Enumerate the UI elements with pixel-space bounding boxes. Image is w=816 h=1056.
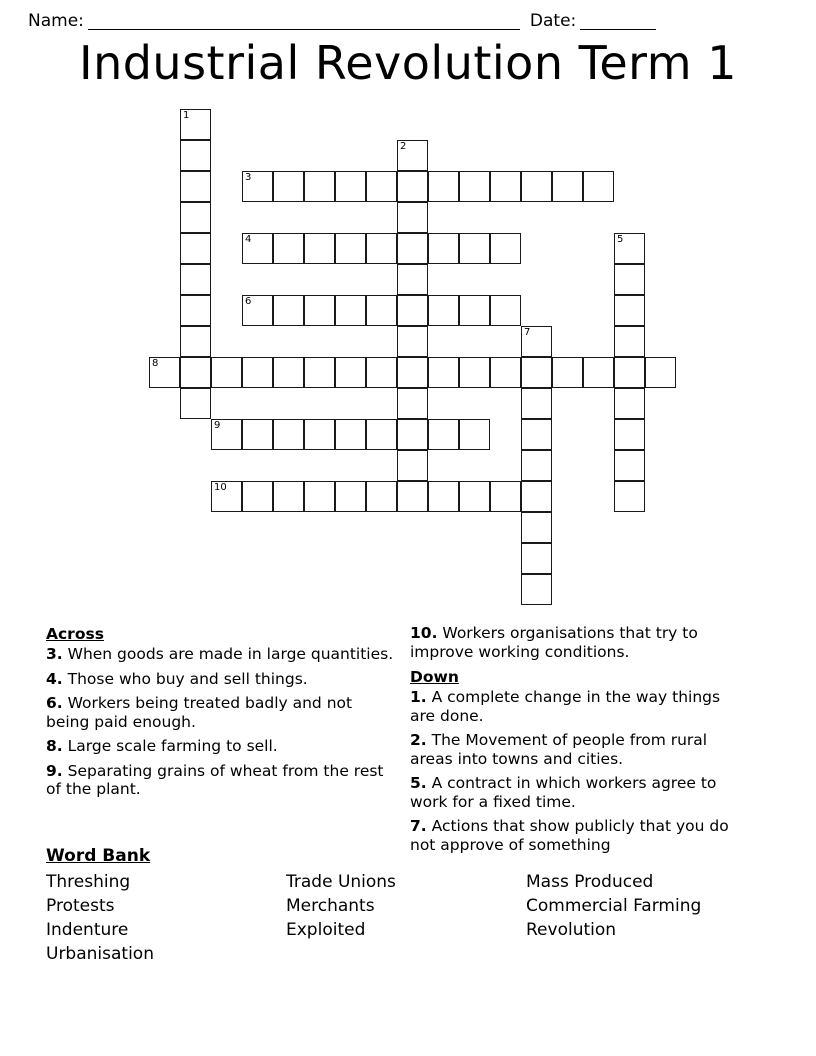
- crossword-cell[interactable]: [397, 202, 428, 233]
- crossword-cell[interactable]: [552, 357, 583, 388]
- crossword-cell-number: 3: [245, 172, 252, 183]
- crossword-cell[interactable]: [397, 357, 428, 388]
- crossword-cell[interactable]: [273, 357, 304, 388]
- crossword-cell[interactable]: [180, 233, 211, 264]
- clue-text: When goods are made in large quantities.: [67, 645, 394, 663]
- clue-number: 6.: [46, 694, 63, 712]
- word-bank-item: Revolution: [526, 920, 617, 940]
- clue-across-6: [46, 694, 398, 731]
- crossword-cell[interactable]: [428, 171, 459, 202]
- clue-text: Workers organisations that try to improve working conditions.: [410, 624, 698, 661]
- clue-text: A contract in which workers agree to work for a fixed time.: [410, 774, 717, 811]
- crossword-cell[interactable]: [552, 171, 583, 202]
- crossword-cell-number: 4: [245, 234, 252, 245]
- crossword-cell[interactable]: [149, 357, 180, 388]
- crossword-cell[interactable]: [521, 357, 552, 388]
- word-bank-column-2: [286, 870, 526, 966]
- crossword-cell[interactable]: [366, 481, 397, 512]
- crossword-cell[interactable]: [242, 233, 273, 264]
- word-bank-column-3: [526, 870, 766, 966]
- crossword-cell[interactable]: [490, 357, 521, 388]
- crossword-cell[interactable]: [304, 233, 335, 264]
- clue-text: Separating grains of wheat from the rest of the plant.: [46, 761, 384, 798]
- word-bank-item: Exploited: [286, 920, 366, 940]
- crossword-cell[interactable]: [242, 295, 273, 326]
- crossword-cell[interactable]: [521, 543, 552, 574]
- crossword-cell[interactable]: [459, 481, 490, 512]
- clue-across-8: [46, 737, 398, 756]
- crossword-cell[interactable]: [614, 233, 645, 264]
- crossword-cell[interactable]: [273, 233, 304, 264]
- crossword-cell-number: 9: [214, 420, 221, 431]
- crossword-cell[interactable]: [180, 140, 211, 171]
- clue-down-2: [410, 731, 750, 768]
- clue-number: 3.: [46, 645, 63, 663]
- clue-number: 2.: [410, 731, 427, 749]
- clue-text: A complete change in the way things are done.: [410, 688, 721, 725]
- clue-number: 1.: [410, 688, 427, 706]
- crossword-cell[interactable]: [521, 419, 552, 450]
- worksheet-header: [0, 4, 816, 30]
- word-bank-item: Merchants: [286, 896, 375, 916]
- clue-number: 4.: [46, 669, 63, 688]
- clue-number: 8.: [46, 737, 63, 755]
- crossword-cell[interactable]: [614, 481, 645, 512]
- crossword-cell[interactable]: [273, 419, 304, 450]
- crossword-cell[interactable]: [335, 233, 366, 264]
- word-bank-item: Threshing: [46, 872, 131, 892]
- crossword-cell[interactable]: [459, 357, 490, 388]
- crossword-cell[interactable]: [521, 574, 552, 605]
- crossword-cell[interactable]: [397, 481, 428, 512]
- crossword-cell[interactable]: [366, 171, 397, 202]
- crossword-cell-number: 6: [245, 296, 252, 307]
- crossword-cell[interactable]: [490, 171, 521, 202]
- clues-column-right: [410, 624, 750, 860]
- crossword-cell-number: 5: [617, 234, 624, 245]
- crossword-cell[interactable]: [180, 326, 211, 357]
- crossword-cell[interactable]: [459, 419, 490, 450]
- crossword-cell[interactable]: [521, 481, 552, 512]
- crossword-cell[interactable]: [521, 326, 552, 357]
- clue-number: 7.: [410, 817, 427, 835]
- crossword-cell[interactable]: [428, 419, 459, 450]
- crossword-cell[interactable]: [242, 481, 273, 512]
- crossword-cell[interactable]: [428, 233, 459, 264]
- crossword-cell[interactable]: [614, 326, 645, 357]
- crossword-cell[interactable]: [304, 481, 335, 512]
- crossword-cell[interactable]: [428, 481, 459, 512]
- crossword-cell[interactable]: [614, 419, 645, 450]
- crossword-cell[interactable]: [428, 357, 459, 388]
- crossword-cell[interactable]: [242, 419, 273, 450]
- crossword-cell[interactable]: [366, 357, 397, 388]
- clue-text: Actions that show publicly that you do not approve of something: [410, 817, 729, 854]
- word-bank-columns: [46, 870, 766, 966]
- crossword-cell[interactable]: [490, 481, 521, 512]
- clue-across-10: [410, 624, 750, 661]
- crossword-cell[interactable]: [397, 295, 428, 326]
- crossword-cell[interactable]: [397, 233, 428, 264]
- clue-text: Those who buy and sell things.: [67, 669, 308, 688]
- crossword-cell[interactable]: [211, 481, 242, 512]
- crossword-cell[interactable]: [335, 357, 366, 388]
- crossword-cell[interactable]: [211, 419, 242, 450]
- clues-column-left: [46, 624, 398, 805]
- clue-number: 10.: [410, 624, 438, 642]
- crossword-cell[interactable]: [459, 233, 490, 264]
- crossword-cell[interactable]: [614, 295, 645, 326]
- crossword-cell[interactable]: [645, 357, 676, 388]
- date-write-line[interactable]: [580, 15, 656, 30]
- crossword-cell[interactable]: [335, 171, 366, 202]
- crossword-cell[interactable]: [428, 295, 459, 326]
- crossword-cell[interactable]: [459, 171, 490, 202]
- crossword-cell[interactable]: [397, 264, 428, 295]
- crossword-cell[interactable]: [304, 419, 335, 450]
- crossword-cell[interactable]: [180, 357, 211, 388]
- crossword-cell[interactable]: [242, 357, 273, 388]
- crossword-cell[interactable]: [211, 357, 242, 388]
- crossword-cell[interactable]: [459, 295, 490, 326]
- clue-down-5: [410, 774, 750, 811]
- date-label: Date:: [529, 11, 577, 31]
- crossword-cell[interactable]: [180, 388, 211, 419]
- word-bank-item: Indenture: [46, 920, 129, 940]
- crossword-cell[interactable]: [397, 450, 428, 481]
- crossword-cell[interactable]: [490, 233, 521, 264]
- clues-section: [0, 624, 816, 854]
- crossword-cell[interactable]: [335, 295, 366, 326]
- clue-across-4: [46, 670, 398, 689]
- crossword-cell[interactable]: [614, 388, 645, 419]
- crossword-cell[interactable]: [366, 295, 397, 326]
- crossword-cell[interactable]: [521, 512, 552, 543]
- clue-across-9: [46, 762, 398, 799]
- crossword-cell-number: 2: [400, 141, 407, 152]
- crossword-cell[interactable]: [180, 264, 211, 295]
- crossword-cell[interactable]: [490, 295, 521, 326]
- crossword-cell[interactable]: [180, 171, 211, 202]
- crossword-cell[interactable]: [304, 295, 335, 326]
- crossword-cell[interactable]: [397, 171, 428, 202]
- clue-across-3: [46, 645, 398, 664]
- clue-text: Workers being treated badly and not being paid enough.: [46, 694, 353, 731]
- crossword-cell[interactable]: [397, 140, 428, 171]
- word-bank-column-1: [46, 870, 286, 966]
- clue-number: 9.: [46, 761, 63, 780]
- clue-text: Large scale farming to sell.: [67, 737, 278, 755]
- crossword-cell[interactable]: [614, 264, 645, 295]
- across-heading: Across: [46, 625, 104, 643]
- word-bank-section: [46, 844, 766, 966]
- crossword-cell[interactable]: [335, 481, 366, 512]
- crossword-cell[interactable]: [614, 450, 645, 481]
- crossword-cell[interactable]: [397, 388, 428, 419]
- crossword-cell[interactable]: [521, 388, 552, 419]
- crossword-cell[interactable]: [366, 419, 397, 450]
- crossword-cell[interactable]: [521, 171, 552, 202]
- word-bank-item: Trade Unions: [286, 872, 396, 892]
- crossword-cell[interactable]: [180, 202, 211, 233]
- crossword-cell[interactable]: [242, 171, 273, 202]
- crossword-cell-number: 1: [183, 110, 190, 121]
- crossword-cell[interactable]: [366, 233, 397, 264]
- word-bank-item: Urbanisation: [46, 944, 154, 964]
- crossword-cell[interactable]: [273, 171, 304, 202]
- crossword-cell[interactable]: [397, 326, 428, 357]
- crossword-cell[interactable]: [273, 295, 304, 326]
- crossword-cell[interactable]: [304, 171, 335, 202]
- crossword-cell[interactable]: [614, 357, 645, 388]
- crossword-cell[interactable]: [180, 109, 211, 140]
- crossword-cell[interactable]: [304, 357, 335, 388]
- crossword-cell[interactable]: [180, 295, 211, 326]
- word-bank-item: Protests: [46, 896, 115, 916]
- crossword-cell[interactable]: [521, 450, 552, 481]
- word-bank-item: Commercial Farming: [526, 896, 702, 916]
- down-heading: Down: [410, 668, 459, 686]
- clue-down-1: [410, 688, 750, 725]
- name-label: Name:: [28, 11, 84, 31]
- clue-number: 5.: [410, 774, 427, 792]
- crossword-cell[interactable]: [397, 419, 428, 450]
- crossword-cell[interactable]: [583, 357, 614, 388]
- name-write-line[interactable]: [88, 15, 520, 30]
- crossword-cell[interactable]: [335, 419, 366, 450]
- crossword-cell[interactable]: [273, 481, 304, 512]
- crossword-cell[interactable]: [583, 171, 614, 202]
- clue-text: The Movement of people from rural areas into towns and cities.: [410, 731, 708, 768]
- word-bank-item: Mass Produced: [526, 872, 654, 892]
- page-title: Industrial Revolution Term 1: [79, 36, 737, 90]
- word-bank-heading: Word Bank: [46, 846, 151, 866]
- crossword-cell-number: 7: [524, 327, 531, 338]
- crossword-cell-number: 8: [152, 358, 159, 369]
- crossword-cell-number: 10: [214, 482, 227, 493]
